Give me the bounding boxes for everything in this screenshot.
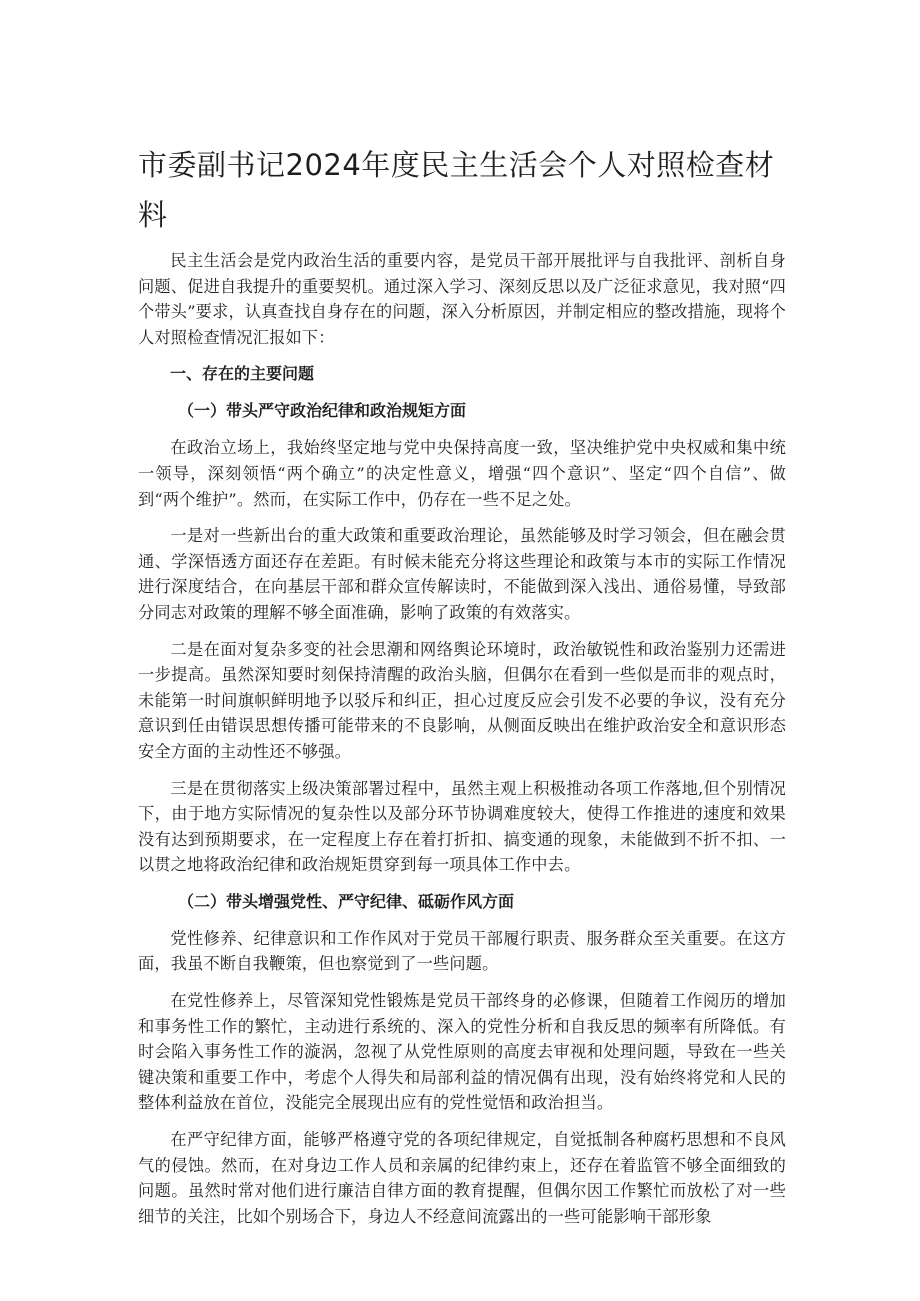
document-title: 市委副书记2024年度民主生活会个人对照检查材料 — [138, 148, 775, 232]
document-body — [138, 248, 786, 1229]
intro-paragraph: 民主生活会是党内政治生活的重要内容，是党员干部开展批评与自我批评、剖析自身问题、促进自我提升的重要契机。通过深入学习、深刻反思以及广泛征求意见，我对照“四个带头”要求，认真查找自身存在的问题，深入分析原因，并制定相应的整改措施，现将个人对照检查情况汇报如下： — [138, 251, 786, 347]
subsection-heading-political-discipline: （一）带头严守政治纪律和政治规矩方面 — [178, 401, 467, 421]
paragraph: 在党性修养上，尽管深知党性锻炼是党员干部终身的必修课，但随着工作阅历的增加和事务性工作的繁忙，主动进行系统的、深入的党性分析和自我反思的频率有所降低。有时会陷入事务性工作的漩涡，忽视了从党性原则的高度去审视和处理问题，导致在一些关键决策和重要工作中，考虑个人得失和局部利益的情况偶有出现，没有始终将党和人民的整体利益放在首位，没能完全展现出应有的党性觉悟和政治担当。 — [138, 991, 786, 1113]
subsection-heading-party-spirit: （二）带头增强党性、严守纪律、砥砺作风方面 — [178, 891, 515, 911]
paragraph: 在严守纪律方面，能够严格遵守党的各项纪律规定，自觉抵制各种腐朽思想和不良风气的侵蚀。然而，在对身边工作人员和亲属的纪律约束上，还存在着监管不够全面细致的问题。虽然时常对他们进行廉洁自律方面的教育提醒，但偶尔因工作繁忙而放松了对一些细节的关注，比如个别场合下，身边人不经意间流露出的一些可能影响干部形象 — [138, 1130, 786, 1226]
paragraph: 在政治立场上，我始终坚定地与党中央保持高度一致，坚决维护党中央权威和集中统一领导，深刻领悟“两个确立”的决定性意义，增强“四个意识”、坚定“四个自信”、做到“两个维护”。然而，在实际工作中，仍存在一些不足之处。 — [138, 438, 786, 509]
paragraph: 二是在面对复杂多变的社会思潮和网络舆论环境时，政治敏锐性和政治鉴别力还需进一步提高。虽然深知要时刻保持清醒的政治头脑，但偶尔在看到一些似是而非的观点时，未能第一时间旗帜鲜明地予以驳斥和纠正，担心过度反应会引发不必要的争议，没有充分意识到任由错误思想传播可能带来的不良影响，从侧面反映出在维护政治安全和意识形态安全方面的主动性还不够强。 — [138, 639, 786, 761]
section-heading-problems: 一、存在的主要问题 — [170, 364, 315, 384]
paragraph: 三是在贯彻落实上级决策部署过程中，虽然主观上积极推动各项工作落地,但个别情况下，由于地方实际情况的复杂性以及部分环节协调难度较大，使得工作推进的速度和效果没有达到预期要求，在一定程度上存在着打折扣、搞变通的现象，未能做到不折不扣、一以贯之地将政治纪律和政治规矩贯穿到每一项具体工作中去。 — [138, 778, 786, 875]
paragraph: 一是对一些新出台的重大政策和重要政治理论，虽然能够及时学习领会，但在融会贯通、学深悟透方面还存在差距。有时候未能充分将这些理论和政策与本市的实际工作情况进行深度结合，在向基层干部和群众宣传解读时，不能做到深入浅出、通俗易懂，导致部分同志对政策的理解不够全面准确，影响了政策的有效落实。 — [138, 526, 786, 622]
paragraph: 党性修养、纪律意识和工作作风对于党员干部履行职责、服务群众至关重要。在这方面，我虽不断自我鞭策，但也察觉到了一些问题。 — [138, 928, 786, 974]
